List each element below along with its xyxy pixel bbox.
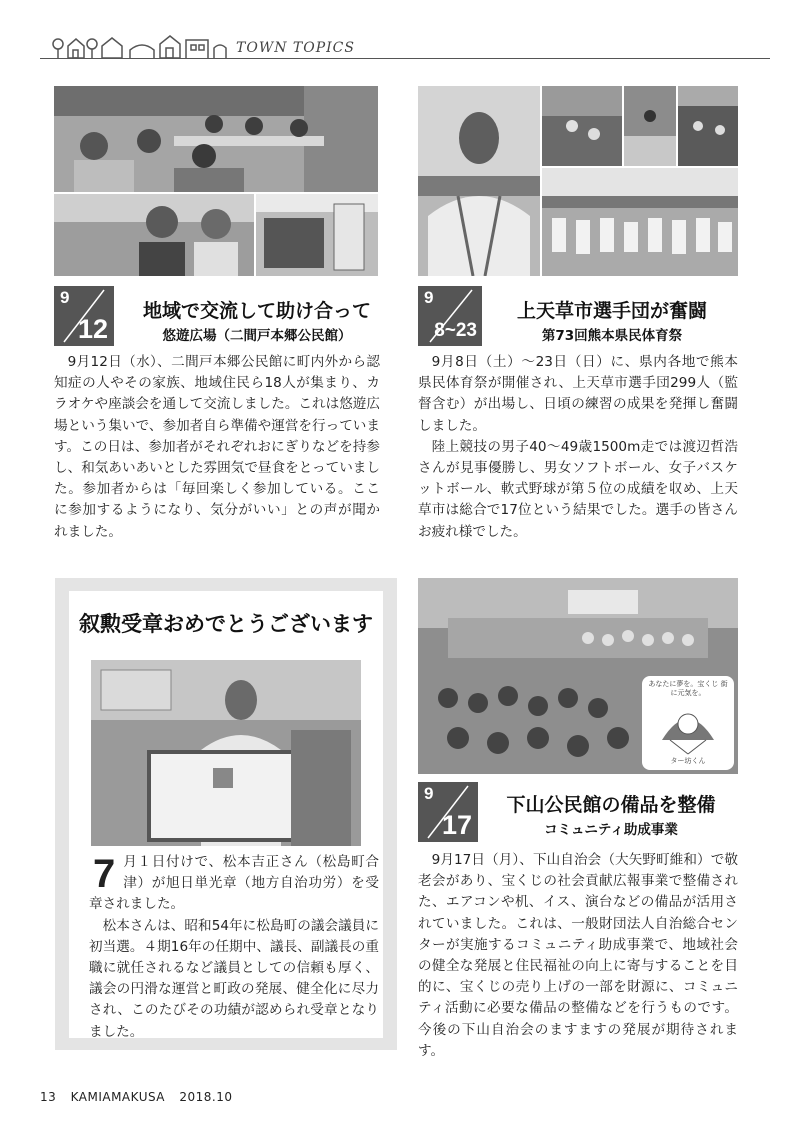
issue-date: 2018.10 bbox=[179, 1090, 233, 1104]
page-footer bbox=[40, 1090, 242, 1104]
town-houses-icon bbox=[50, 30, 230, 60]
photo-gathering-main bbox=[54, 86, 378, 192]
takarakuji-logo bbox=[644, 678, 732, 768]
award-title: 叙勲受章おめでとうございます bbox=[79, 612, 373, 636]
photo-sports-2 bbox=[624, 86, 676, 166]
article-subtitle-a2: 第73回熊本県民体育祭 bbox=[541, 328, 683, 344]
photo-baseball-team bbox=[542, 168, 738, 276]
date-day: 17 bbox=[441, 810, 472, 840]
page-header bbox=[40, 30, 770, 64]
section-title: TOWN TOPICS bbox=[236, 40, 355, 56]
paragraph: 9月17日（月）、下山自治会（大矢野町維和）で敬老会があり、宝くじの社会貢献広報事業で整備された、エアコンや机、イス、演台などの備品が活用されていました。これは、一般財団法人自治総合センターが実施するコミュニティ助成事業で、地域社会の健全な発展と住民福祉の向上に寄与することを目的に、宝くじの売り上げの一部を財源に、コミュニティ活動に必要な備品の整備などを行うものです。今後の下山自治会のますますの発展が期待されます。 bbox=[418, 852, 738, 1059]
date-month: 9 bbox=[424, 288, 434, 307]
magazine-name: KAMIAMAKUSA bbox=[70, 1090, 166, 1104]
article-body-a1 bbox=[54, 352, 380, 543]
header-rule bbox=[40, 58, 770, 59]
photo-sports-1 bbox=[542, 86, 622, 166]
award-panel bbox=[55, 578, 397, 1050]
photo-couple bbox=[54, 194, 254, 276]
date-badge-a1 bbox=[54, 286, 114, 346]
photo-sports-3 bbox=[678, 86, 738, 166]
article-title-a1: 地域で交流して助け合って bbox=[142, 300, 371, 322]
article-body-a3 bbox=[89, 852, 379, 1043]
date-day: 12 bbox=[77, 314, 108, 344]
date-badge-a4 bbox=[418, 782, 478, 842]
paragraph: 9月12日（水）、二間戸本郷公民館に町内外から認知症の人やその家族、地域住民ら18人が集まり、カラオケや座談会を通して交流しました。これは悠遊広場という集いで、参加者自ら準備や運営を行っています。この日は、参加者がそれぞれおにぎりなどを持参し、和気あいあいとした雰囲気で昼食をとっていました。参加者からは「毎回楽しく参加している。ここに参加するようになり、気分がいい」との声が聞かれました。 bbox=[54, 354, 380, 540]
date-month: 9 bbox=[60, 288, 70, 307]
article-title-a4: 下山公民館の備品を整備 bbox=[506, 794, 716, 816]
article-subtitle-a4: コミュニティ助成事業 bbox=[544, 822, 678, 838]
date-badge-a2 bbox=[418, 286, 482, 346]
paragraph: 松本さんは、昭和54年に松島町の議会議員に初当選。４期16年の任期中、議長、副議長の重職に就任されるなど議員としての信頼も厚く、議会の円滑な運営と町政の発展、健全化に尽力され、このたびその功績が認められ受章となりました。 bbox=[89, 917, 379, 1040]
article-body-a4 bbox=[418, 850, 738, 1062]
logo-text: あなたに夢を。宝くじ 街に元気を。 bbox=[648, 680, 728, 697]
article-title-a2: 上天草市選手団が奮闘 bbox=[516, 300, 707, 322]
page-number: 13 bbox=[40, 1090, 57, 1104]
photo-hall-entrance bbox=[256, 194, 378, 276]
photo-respect-for-aged-event bbox=[418, 578, 738, 774]
paragraph: 9月8日（土）～23日（日）に、県内各地で熊本県民体育祭が開催され、上天草市選手団299人（監督含む）が出場し、日頃の練習の成果を発揮し奮闘しました。 bbox=[418, 354, 738, 434]
date-month: 9 bbox=[424, 784, 434, 803]
photo-award-recipient bbox=[91, 660, 361, 846]
article-subtitle-a1: 悠遊広場（二間戸本郷公民館） bbox=[162, 328, 352, 344]
paragraph: 陸上競技の男子40～49歳1500m走では渡辺哲浩さんが見事優勝し、男女ソフトボール、女子バスケットボール、軟式野球が第５位の成績を収め、上天草市は総合で17位という結果でした。選手の皆さんお疲れ様でした。 bbox=[418, 438, 738, 540]
mascot-name: ター坊くん bbox=[670, 757, 706, 765]
paragraph-lead: 7 月１日付けで、松本吉正さん（松島町合津）が旭日単光章（地方自治功労）を受章されました。 bbox=[89, 852, 379, 913]
lead-number: 7 bbox=[93, 852, 116, 896]
article-body-a2 bbox=[418, 352, 738, 543]
date-day: 8~23 bbox=[434, 320, 477, 341]
photo-athlete-portrait bbox=[418, 86, 540, 276]
